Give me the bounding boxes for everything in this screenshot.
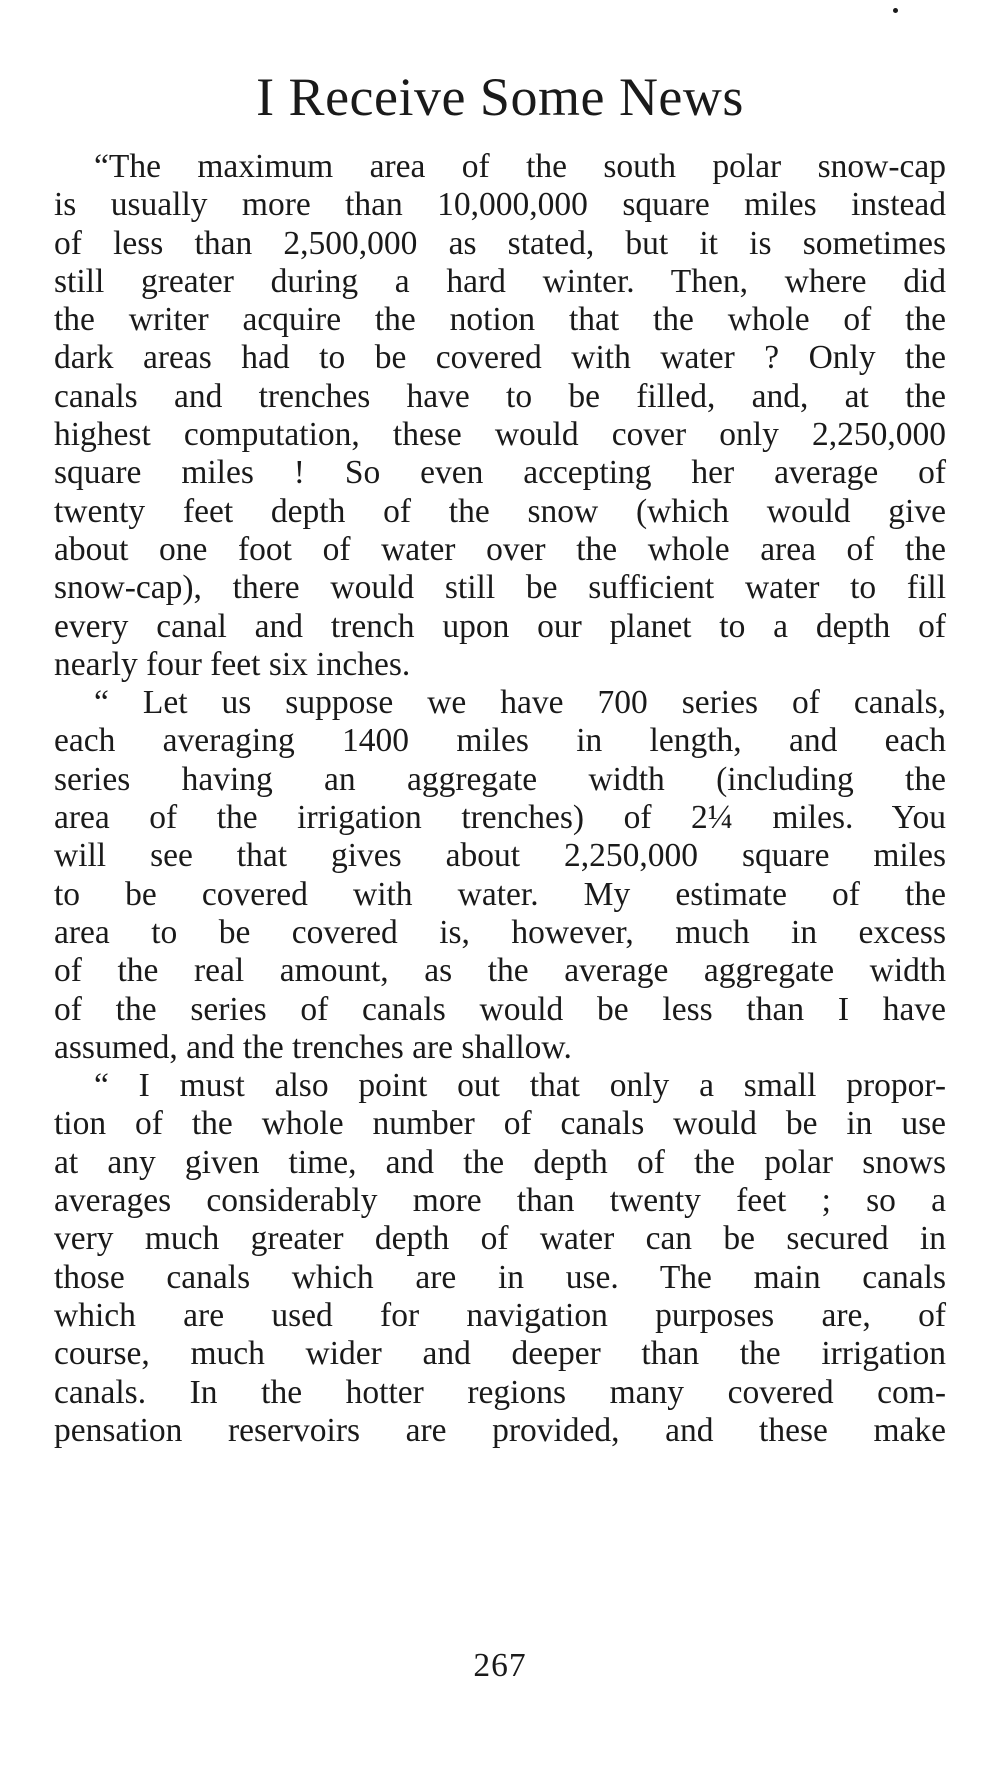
body-text bbox=[54, 148, 946, 1450]
text-line: tion of the whole number of canals would be in use bbox=[54, 1105, 946, 1143]
text-line: will see that gives about 2,250,000 square miles bbox=[54, 837, 946, 875]
text-line: “ Let us suppose we have 700 series of canals, bbox=[94, 684, 946, 722]
text-line: those canals which are in use. The main canals bbox=[54, 1258, 946, 1296]
text-line: to be covered with water. My estimate of the bbox=[54, 875, 946, 913]
text-line: “ I must also point out that only a small propor- bbox=[94, 1067, 946, 1105]
text-line: at any given time, and the depth of the polar snows bbox=[54, 1143, 946, 1181]
text-line: assumed, and the trenches are shallow. bbox=[54, 1028, 572, 1066]
text-line: very much greater depth of water can be secured in bbox=[54, 1220, 946, 1258]
text-line: averages considerably more than twenty feet ; so a bbox=[54, 1182, 946, 1220]
text-line: each averaging 1400 miles in length, and each bbox=[54, 722, 946, 760]
text-line: canals. In the hotter regions many covered com- bbox=[54, 1373, 946, 1411]
text-line: canals and trenches have to be filled, and, at the bbox=[54, 377, 946, 415]
text-line: nearly four feet six inches. bbox=[54, 645, 411, 683]
text-line: which are used for navigation purposes are, of bbox=[54, 1296, 946, 1334]
paragraph-2 bbox=[54, 684, 946, 1067]
ink-speck bbox=[893, 8, 898, 13]
paragraph-3 bbox=[54, 1067, 946, 1450]
text-line: about one foot of water over the whole area of the bbox=[54, 530, 946, 568]
text-line: square miles ! So even accepting her average of bbox=[54, 454, 946, 492]
text-line: course, much wider and deeper than the irrigation bbox=[54, 1335, 946, 1373]
text-line: still greater during a hard winter. Then, where did bbox=[54, 262, 946, 300]
text-line: area of the irrigation trenches) of 2¼ miles. You bbox=[54, 799, 946, 837]
text-line: series having an aggregate width (including the bbox=[54, 760, 946, 798]
page-number: 267 bbox=[473, 1647, 527, 1684]
text-line: of less than 2,500,000 as stated, but it is sometimes bbox=[54, 224, 946, 262]
text-line: every canal and trench upon our planet to a depth of bbox=[54, 607, 946, 645]
text-line: dark areas had to be covered with water ? Only the bbox=[54, 339, 946, 377]
text-line: snow-cap), there would still be sufficient water to fill bbox=[54, 569, 946, 607]
running-head: I Receive Some News bbox=[256, 67, 744, 127]
text-line: highest computation, these would cover only 2,250,000 bbox=[54, 416, 946, 454]
text-line: of the real amount, as the average aggregate width bbox=[54, 952, 946, 990]
paragraph-1 bbox=[54, 148, 946, 684]
text-line: area to be covered is, however, much in excess bbox=[54, 913, 946, 951]
text-line: pensation reservoirs are provided, and these make bbox=[54, 1411, 946, 1449]
text-line: “The maximum area of the south polar snow-cap bbox=[94, 148, 946, 185]
text-line: twenty feet depth of the snow (which would give bbox=[54, 492, 946, 530]
text-line: of the series of canals would be less than I have bbox=[54, 990, 946, 1028]
text-line: is usually more than 10,000,000 square miles instead bbox=[54, 186, 946, 224]
text-line: the writer acquire the notion that the whole of the bbox=[54, 301, 946, 339]
